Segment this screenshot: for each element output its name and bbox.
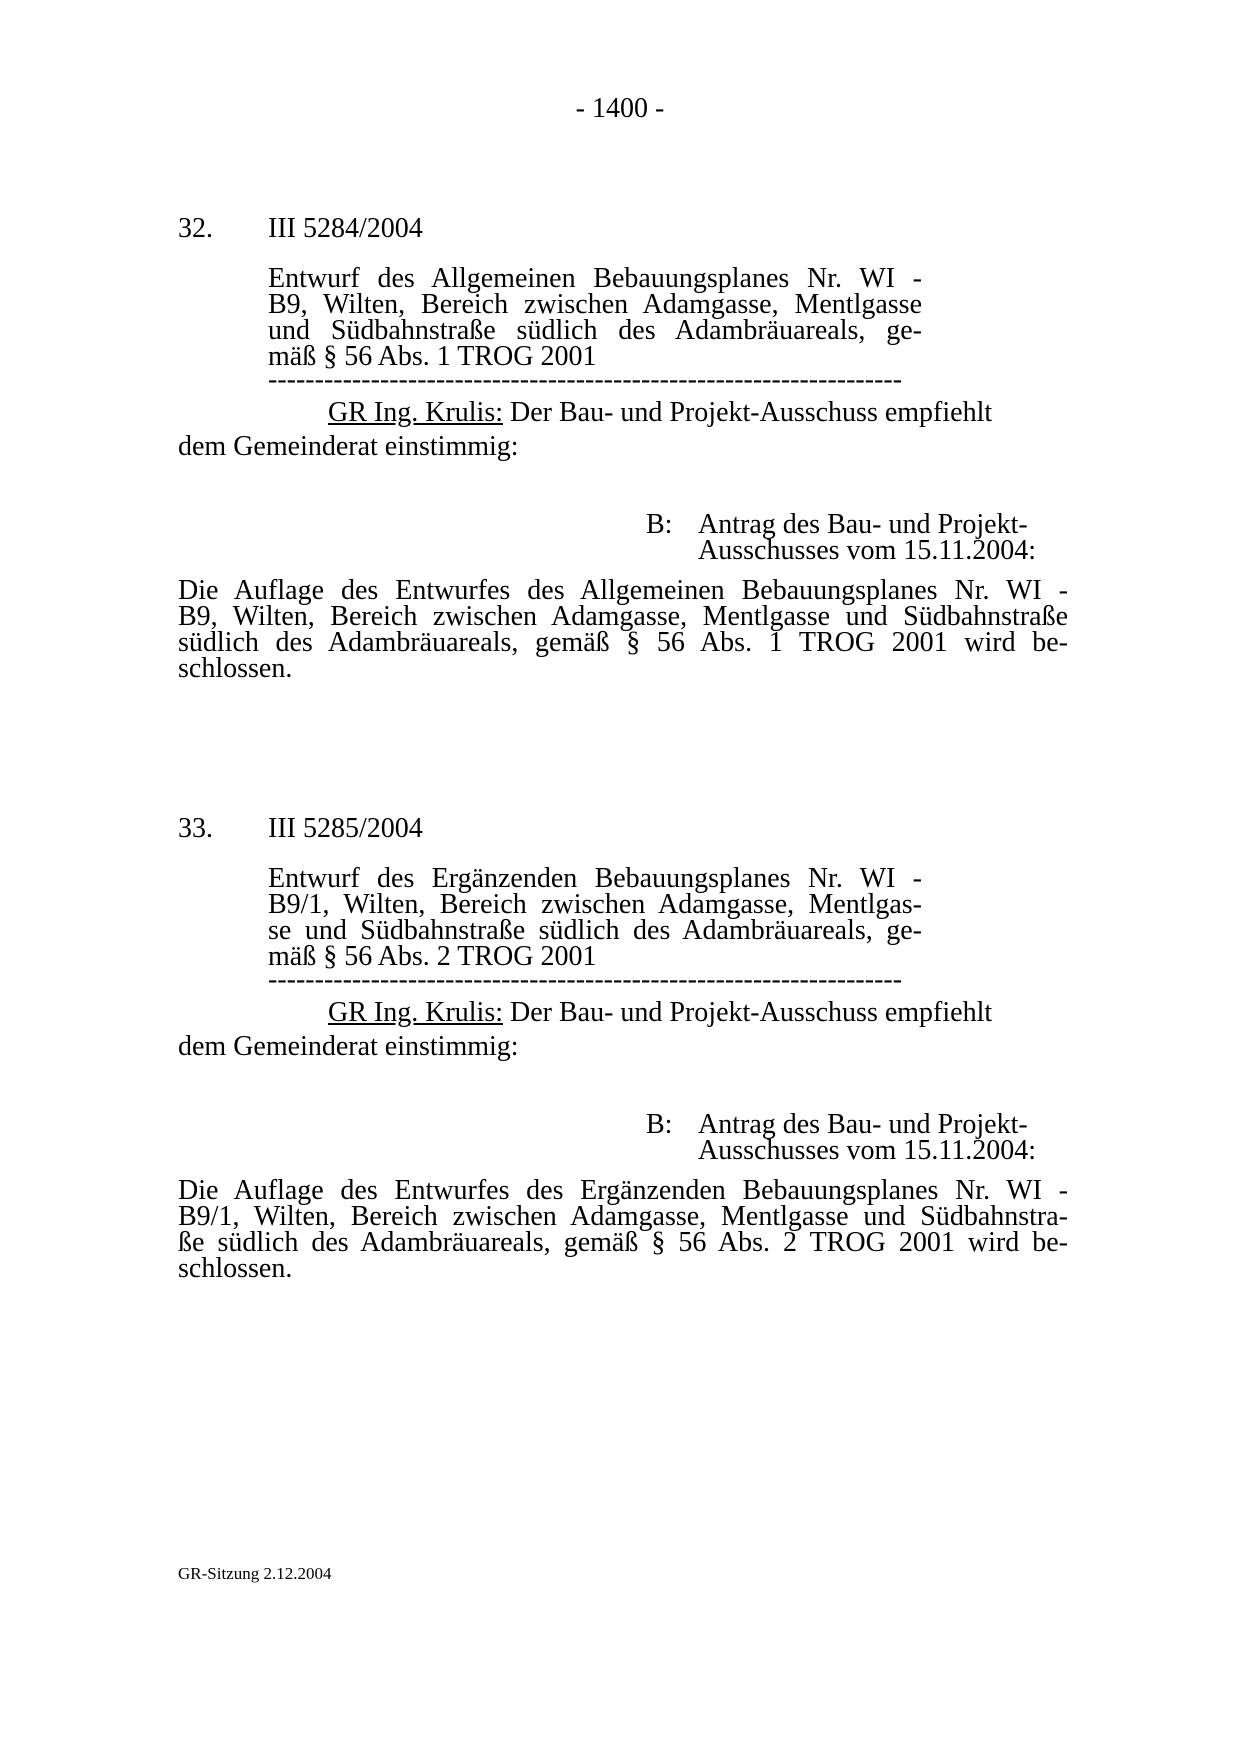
item-reference: III 5285/2004 [268, 813, 423, 844]
motion-line: Antrag des Bau- und Projekt- [698, 1109, 1028, 1140]
item-reference: III 5284/2004 [268, 213, 423, 244]
speaker-text-continued: dem Gemeinderat einstimmig: [178, 1031, 519, 1062]
agenda-item-33 [178, 812, 1068, 1282]
speaker-name: GR Ing. Krulis: [328, 397, 503, 428]
item-number: 32. [178, 213, 213, 244]
title-line: Entwurf des Allgemeinen Bebauungsplanes Nr. WI - [268, 263, 922, 294]
motion-line: Antrag des Bau- und Projekt- [698, 509, 1028, 540]
title-line: B9/1, Wilten, Bereich zwischen Adamgasse, Mentlgas- [268, 889, 922, 920]
motion-line: Ausschusses vom 15.11.2004: [698, 535, 1037, 566]
item-title [268, 263, 922, 372]
title-line: mäß § 56 Abs. 2 TROG 2001 [268, 941, 597, 972]
item-header [178, 212, 1068, 246]
speaker-text: Der Bau- und Projekt-Ausschuss empfiehlt [510, 997, 993, 1028]
title-line: B9, Wilten, Bereich zwischen Adamgasse, Mentlgasse [268, 289, 922, 320]
speaker-text-continued: dem Gemeinderat einstimmig: [178, 431, 519, 462]
title-line: se und Südbahnstraße südlich des Adambräuareals, ge- [268, 915, 922, 946]
dash-rule: -------------------------------------------------------------------- [268, 370, 903, 390]
item-title [268, 863, 922, 972]
motion-block [646, 509, 1068, 566]
page-footer: GR-Sitzung 2.12.2004 [178, 1564, 332, 1583]
dash-rule: -------------------------------------------------------------------- [268, 970, 903, 990]
motion-block [646, 1109, 1068, 1166]
resolution-line: B9, Wilten, Bereich zwischen Adamgasse, Mentlgasse und Südbahnstraße [178, 601, 1068, 632]
page-number: - 1400 - [575, 93, 665, 124]
resolution-text [178, 1175, 1068, 1284]
resolution-line: Die Auflage des Entwurfes des Allgemeinen Bebauungsplanes Nr. WI - [178, 575, 1068, 606]
resolution-text [178, 575, 1068, 684]
agenda-item-32 [178, 212, 1068, 682]
resolution-line: B9/1, Wilten, Bereich zwischen Adamgasse, Mentlgasse und Südbahnstra- [178, 1201, 1068, 1232]
speaker-statement [178, 396, 1028, 464]
title-line: Entwurf des Ergänzenden Bebauungsplanes Nr. WI - [268, 863, 922, 894]
speaker-statement [178, 996, 1028, 1064]
resolution-line: schlossen. [178, 653, 293, 684]
motion-line: Ausschusses vom 15.11.2004: [698, 1135, 1037, 1166]
title-line: und Südbahnstraße südlich des Adambräuareals, ge- [268, 315, 922, 346]
item-number: 33. [178, 813, 213, 844]
resolution-line: ße südlich des Adambräuareals, gemäß § 56 Abs. 2 TROG 2001 wird be- [178, 1227, 1068, 1258]
resolution-line: Die Auflage des Entwurfes des Ergänzenden Bebauungsplanes Nr. WI - [178, 1175, 1068, 1206]
title-line: mäß § 56 Abs. 1 TROG 2001 [268, 341, 597, 372]
motion-label: B: [646, 1109, 673, 1140]
resolution-line: südlich des Adambräuareals, gemäß § 56 Abs. 1 TROG 2001 wird be- [178, 627, 1068, 658]
resolution-line: schlossen. [178, 1253, 293, 1284]
speaker-text: Der Bau- und Projekt-Ausschuss empfiehlt [510, 397, 993, 428]
speaker-name: GR Ing. Krulis: [328, 997, 503, 1028]
motion-label: B: [646, 509, 673, 540]
item-header [178, 812, 1068, 846]
